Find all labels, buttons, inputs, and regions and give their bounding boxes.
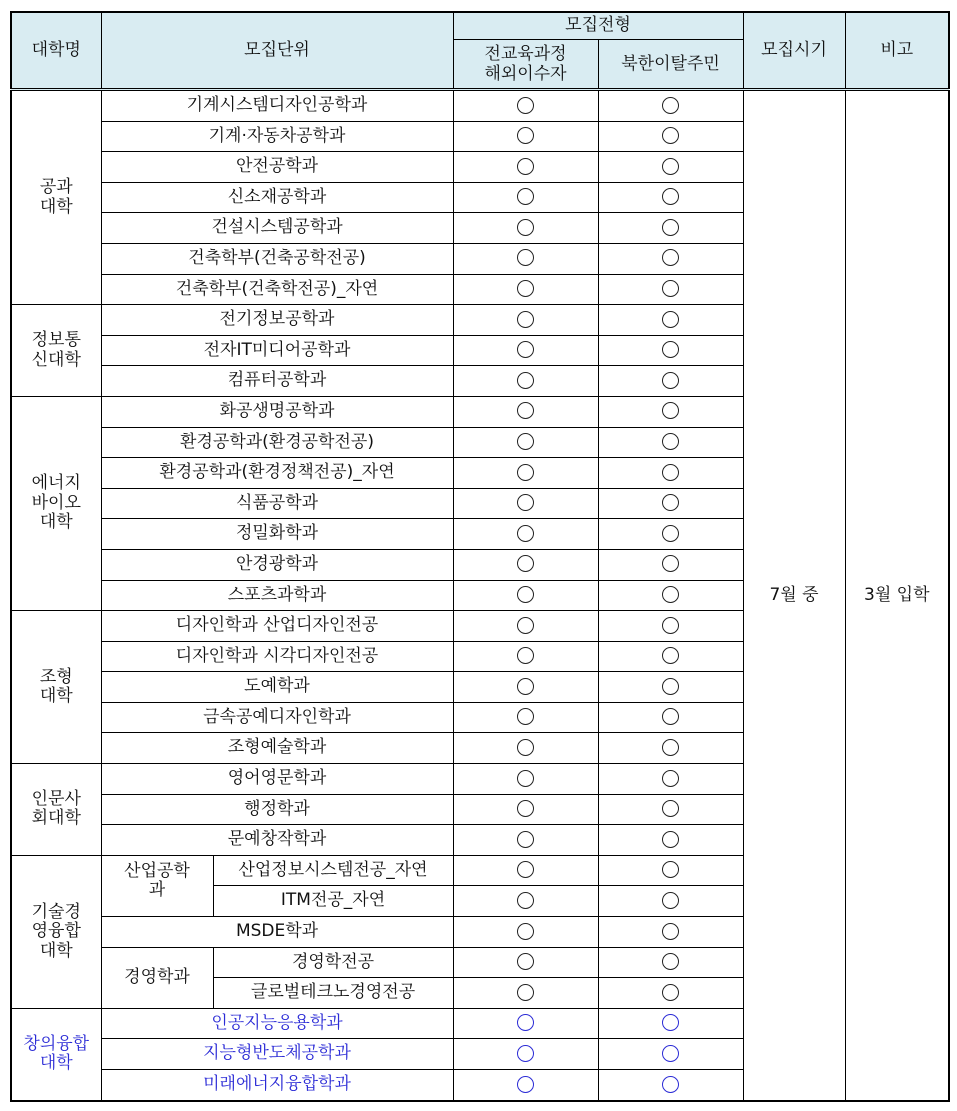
major-cell: 안전공학과: [101, 152, 453, 183]
mark-overseas: [453, 641, 598, 672]
college-name-line: 대학: [39, 512, 73, 533]
header-period: 모집시기: [743, 12, 845, 90]
major-cell: 문예창작학과: [101, 825, 453, 856]
mark-overseas: [453, 243, 598, 274]
mark-overseas: [453, 396, 598, 427]
mark-defector: [598, 641, 743, 672]
mark-overseas: [453, 672, 598, 703]
circle-icon: [662, 464, 679, 481]
mark-overseas: [453, 794, 598, 825]
college-ict: [11, 305, 101, 397]
mark-defector: [598, 90, 743, 122]
header-note: 비고: [845, 12, 949, 90]
circle-icon: [517, 1076, 534, 1093]
major-cell: 금속공예디자인학과: [101, 702, 453, 733]
mark-overseas: [453, 488, 598, 519]
mark-defector: [598, 1039, 743, 1070]
mark-overseas: [453, 90, 598, 122]
mark-overseas: [453, 825, 598, 856]
circle-icon: [517, 341, 534, 358]
mark-overseas: [453, 458, 598, 489]
circle-icon: [662, 433, 679, 450]
mark-defector: [598, 1070, 743, 1101]
header-type-overseas-line2: 해외이수자: [484, 64, 567, 84]
major-cell: 디자인학과 시각디자인전공: [101, 641, 453, 672]
mark-defector: [598, 947, 743, 978]
major-cell: 건설시스템공학과: [101, 213, 453, 244]
dept-name-line: 산업공학: [124, 860, 190, 881]
college-name-line: 에너지: [31, 473, 81, 494]
circle-icon: [662, 311, 679, 328]
mark-overseas: [453, 702, 598, 733]
college-name-line: 회대학: [31, 808, 81, 829]
circle-icon: [517, 984, 534, 1001]
college-design: [11, 611, 101, 764]
circle-icon: [517, 770, 534, 787]
mark-overseas: [453, 152, 598, 183]
circle-icon: [517, 953, 534, 970]
circle-icon: [662, 341, 679, 358]
mark-defector: [598, 549, 743, 580]
major-cell: MSDE학과: [101, 917, 453, 948]
circle-icon: [662, 678, 679, 695]
circle-icon: [517, 402, 534, 419]
circle-icon: [517, 678, 534, 695]
mark-defector: [598, 243, 743, 274]
mark-defector: [598, 182, 743, 213]
circle-icon: [517, 433, 534, 450]
circle-icon: [662, 494, 679, 511]
circle-icon: [662, 831, 679, 848]
major-cell: 전기정보공학과: [101, 305, 453, 336]
circle-icon: [662, 280, 679, 297]
college-name-line: 대학: [39, 940, 73, 961]
major-cell: 건축학부(건축학전공)_자연: [101, 274, 453, 305]
circle-icon: [517, 923, 534, 940]
circle-icon: [662, 617, 679, 634]
college-name-line: 대학: [39, 196, 73, 217]
circle-icon: [517, 97, 534, 114]
major-cell: 행정학과: [101, 794, 453, 825]
circle-icon: [517, 617, 534, 634]
major-cell: 기계시스템디자인공학과: [101, 90, 453, 122]
major-cell: 도예학과: [101, 672, 453, 703]
mark-defector: [598, 152, 743, 183]
mark-overseas: [453, 917, 598, 948]
mark-defector: [598, 580, 743, 611]
circle-icon: [662, 647, 679, 664]
circle-icon: [517, 464, 534, 481]
circle-icon: [517, 494, 534, 511]
circle-icon: [517, 158, 534, 175]
major-cell: 기계·자동차공학과: [101, 121, 453, 152]
header-university: 대학명: [11, 12, 101, 90]
mark-defector: [598, 1008, 743, 1039]
mark-defector: [598, 825, 743, 856]
circle-icon: [517, 831, 534, 848]
circle-icon: [662, 219, 679, 236]
circle-icon: [662, 953, 679, 970]
mark-defector: [598, 213, 743, 244]
mark-overseas: [453, 213, 598, 244]
mark-overseas: [453, 978, 598, 1009]
mark-overseas: [453, 1039, 598, 1070]
college-convergence: [11, 1008, 101, 1100]
circle-icon: [517, 586, 534, 603]
mark-overseas: [453, 1008, 598, 1039]
major-cell: 정밀화학과: [101, 519, 453, 550]
major-cell: 스포츠과학과: [101, 580, 453, 611]
circle-icon: [662, 800, 679, 817]
college-name-line: 공과: [39, 177, 73, 198]
college-engineering: [11, 90, 101, 305]
circle-icon: [517, 739, 534, 756]
mark-defector: [598, 733, 743, 764]
mark-overseas: [453, 182, 598, 213]
major-cell: 인공지능응용학과: [101, 1008, 453, 1039]
circle-icon: [517, 188, 534, 205]
circle-icon: [662, 97, 679, 114]
mark-overseas: [453, 764, 598, 795]
major-cell: 화공생명공학과: [101, 396, 453, 427]
college-name-line: 조형: [39, 666, 73, 687]
period-value: 7월 중: [743, 90, 845, 1101]
mark-defector: [598, 611, 743, 642]
mark-overseas: [453, 366, 598, 397]
circle-icon: [662, 739, 679, 756]
college-name-line: 정보통: [31, 330, 81, 350]
major-cell: 컴퓨터공학과: [101, 366, 453, 397]
mark-defector: [598, 855, 743, 886]
mark-defector: [598, 794, 743, 825]
mark-overseas: [453, 947, 598, 978]
circle-icon: [662, 892, 679, 909]
circle-icon: [662, 770, 679, 787]
mark-overseas: [453, 855, 598, 886]
college-tech-mgmt: [11, 855, 101, 1008]
mark-overseas: [453, 549, 598, 580]
mark-overseas: [453, 121, 598, 152]
circle-icon: [662, 555, 679, 572]
mark-overseas: [453, 427, 598, 458]
mark-defector: [598, 764, 743, 795]
mark-overseas: [453, 611, 598, 642]
college-energy-bio: [11, 396, 101, 610]
circle-icon: [662, 188, 679, 205]
circle-icon: [662, 372, 679, 389]
circle-icon: [517, 311, 534, 328]
circle-icon: [662, 1014, 679, 1031]
circle-icon: [517, 892, 534, 909]
college-humanities: [11, 764, 101, 856]
mark-defector: [598, 121, 743, 152]
mark-defector: [598, 886, 743, 917]
dept-industrial-eng: [101, 855, 213, 916]
mark-overseas: [453, 886, 598, 917]
major-cell: ITM전공_자연: [213, 886, 453, 917]
mark-defector: [598, 366, 743, 397]
mark-overseas: [453, 733, 598, 764]
circle-icon: [517, 1045, 534, 1062]
circle-icon: [662, 158, 679, 175]
mark-overseas: [453, 335, 598, 366]
mark-defector: [598, 672, 743, 703]
circle-icon: [662, 525, 679, 542]
major-cell: 환경공학과(환경공학전공): [101, 427, 453, 458]
mark-defector: [598, 702, 743, 733]
circle-icon: [517, 708, 534, 725]
college-name-line: 바이오: [31, 492, 81, 513]
college-name-line: 영융합: [31, 921, 81, 942]
circle-icon: [662, 1076, 679, 1093]
circle-icon: [517, 127, 534, 144]
mark-defector: [598, 427, 743, 458]
major-cell: 조형예술학과: [101, 733, 453, 764]
major-cell: 산업정보시스템전공_자연: [213, 855, 453, 886]
mark-defector: [598, 458, 743, 489]
circle-icon: [662, 586, 679, 603]
college-name-line: 대학: [39, 686, 73, 707]
circle-icon: [517, 555, 534, 572]
major-cell: 건축학부(건축공학전공): [101, 243, 453, 274]
mark-defector: [598, 488, 743, 519]
mark-defector: [598, 396, 743, 427]
dept-business: 경영학과: [101, 947, 213, 1008]
circle-icon: [517, 647, 534, 664]
circle-icon: [517, 219, 534, 236]
header-type-defector: 북한이탈주민: [598, 40, 743, 90]
major-cell: 환경공학과(환경정책전공)_자연: [101, 458, 453, 489]
major-cell: 신소재공학과: [101, 182, 453, 213]
circle-icon: [517, 861, 534, 878]
circle-icon: [662, 923, 679, 940]
mark-defector: [598, 519, 743, 550]
mark-overseas: [453, 1070, 598, 1101]
circle-icon: [662, 1045, 679, 1062]
circle-icon: [662, 984, 679, 1001]
college-name-line: 기술경: [31, 901, 81, 922]
header-type-group: 모집전형: [453, 12, 743, 40]
major-cell: 미래에너지융합학과: [101, 1070, 453, 1101]
mark-overseas: [453, 274, 598, 305]
college-name-line: 대학: [39, 1053, 73, 1074]
circle-icon: [517, 280, 534, 297]
college-name-line: 창의융합: [23, 1033, 90, 1054]
circle-icon: [517, 372, 534, 389]
circle-icon: [662, 861, 679, 878]
major-cell: 경영학전공: [213, 947, 453, 978]
circle-icon: [517, 249, 534, 266]
mark-overseas: [453, 519, 598, 550]
college-name-line: 신대학: [31, 349, 81, 370]
major-cell: 식품공학과: [101, 488, 453, 519]
circle-icon: [662, 402, 679, 419]
mark-defector: [598, 274, 743, 305]
circle-icon: [517, 800, 534, 817]
circle-icon: [517, 525, 534, 542]
major-cell: 전자IT미디어공학과: [101, 335, 453, 366]
header-unit: 모집단위: [101, 12, 453, 90]
header-type-overseas: [453, 40, 598, 90]
mark-defector: [598, 978, 743, 1009]
mark-defector: [598, 917, 743, 948]
circle-icon: [662, 249, 679, 266]
major-cell: 디자인학과 산업디자인전공: [101, 611, 453, 642]
circle-icon: [517, 1014, 534, 1031]
circle-icon: [662, 127, 679, 144]
mark-defector: [598, 305, 743, 336]
mark-overseas: [453, 580, 598, 611]
major-cell: 안경광학과: [101, 549, 453, 580]
circle-icon: [662, 708, 679, 725]
college-name-line: 인문사: [31, 788, 81, 809]
major-cell: 글로벌테크노경영전공: [213, 978, 453, 1009]
dept-name-line: 과: [148, 880, 166, 901]
header-type-overseas-line1: 전교육과정: [484, 43, 567, 64]
mark-defector: [598, 335, 743, 366]
major-cell: 지능형반도체공학과: [101, 1039, 453, 1070]
mark-overseas: [453, 305, 598, 336]
note-value: 3월 입학: [845, 90, 949, 1101]
major-cell: 영어영문학과: [101, 764, 453, 795]
admission-table: [10, 11, 950, 1102]
